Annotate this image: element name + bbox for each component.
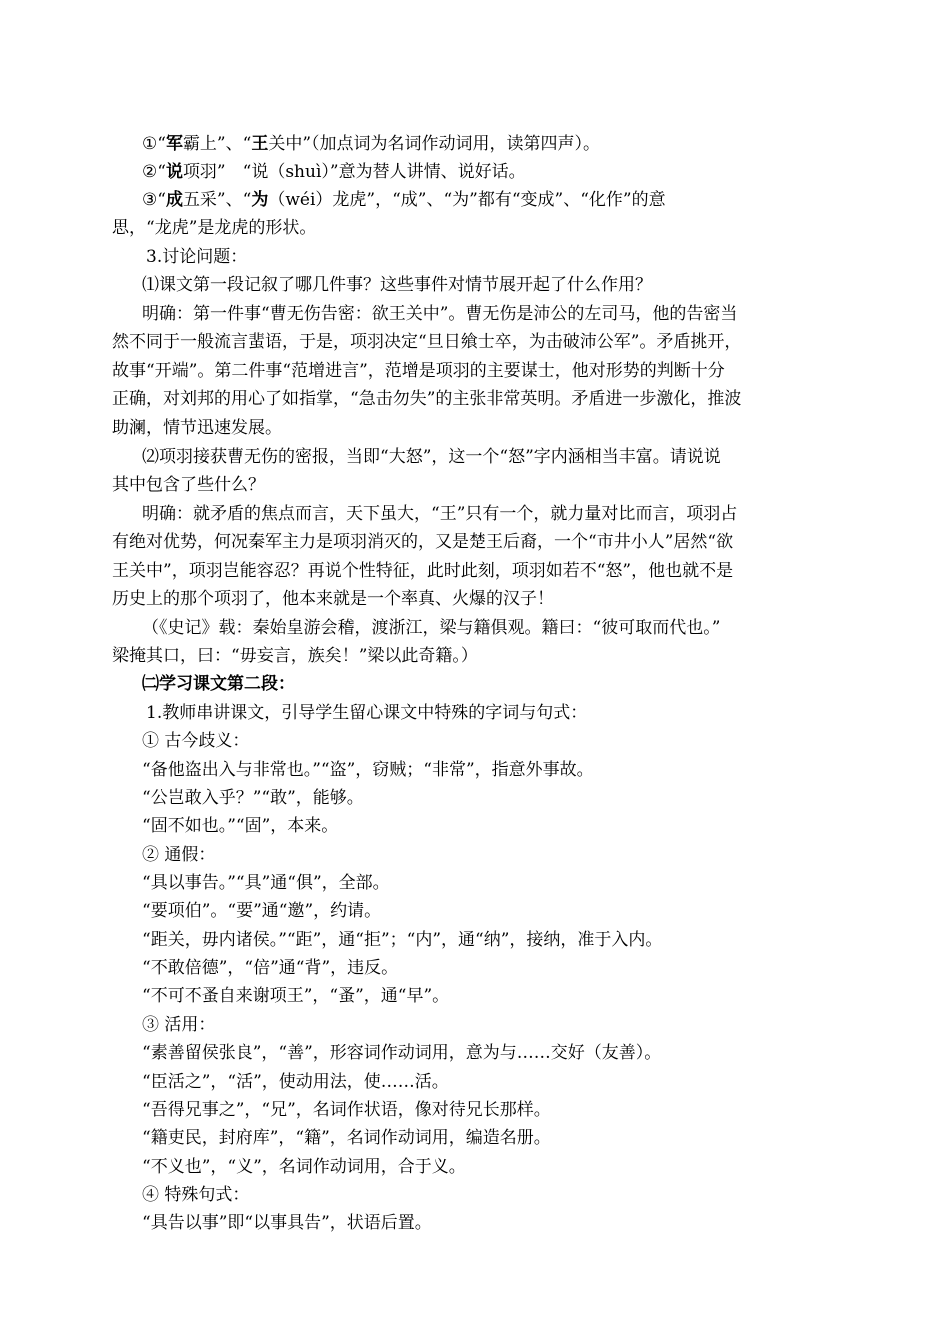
text-line <box>112 642 812 670</box>
text-line <box>142 926 842 954</box>
text-line <box>112 357 812 385</box>
text-segment: “素善留侯张良”，“善”，形容词作动词用，意为与……交好（友善）。 <box>142 1043 662 1063</box>
text-segment: （《史记》载：秦始皇游会稽，渡浙江，梁与籍俱观。籍曰：“彼可取而代也。” <box>142 618 721 638</box>
text-line <box>112 557 812 585</box>
text-segment: “要项伯”。“要”通“邀”，约请。 <box>142 901 382 921</box>
text-line <box>112 385 812 413</box>
text-line <box>112 328 812 356</box>
text-line <box>142 869 842 897</box>
text-segment: “具以事告。”“具”通“俱”，全部。 <box>142 873 390 893</box>
text-line <box>112 214 812 242</box>
text-segment: 明确：第一件事“曹无伤告密：欲王关中”。曹无伤是沛公的左司马，他的告密当 <box>142 304 738 324</box>
text-line <box>142 1011 842 1039</box>
bold-text: 王 <box>251 134 269 154</box>
text-segment: ⑵项羽接获曹无伤的密报，当即“大怒”，这一个“怒”字内涵相当丰富。请说说 <box>142 447 721 467</box>
text-segment: 思，“龙虎”是龙虎的形状。 <box>112 218 317 238</box>
text-line <box>112 414 812 442</box>
text-segment: “距关，毋内诸侯。”“距”，通“拒”；“内”，通“纳”，接纳，准于入内。 <box>142 930 663 950</box>
text-segment: 正确，对刘邦的用心了如指掌，“急击勿失”的主张非常英明。矛盾进一步激化，推波 <box>112 389 742 409</box>
text-segment: “备他盗出入与非常也。”“盗”，窃贼；“非常”，指意外事故。 <box>142 760 594 780</box>
text-segment: “臣活之”，“活”，使动用法，使……活。 <box>142 1072 449 1092</box>
text-line <box>146 699 846 727</box>
text-line <box>142 271 842 299</box>
text-segment: ④ 特殊句式： <box>142 1185 250 1205</box>
text-line <box>142 812 842 840</box>
text-line <box>142 954 842 982</box>
text-segment: 3.讨论问题： <box>146 247 248 267</box>
text-segment: 关中”（加点词为名词作动词用，读第四声）。 <box>268 134 601 154</box>
text-line <box>142 727 842 755</box>
text-line <box>142 1096 842 1124</box>
text-segment: 明确：就矛盾的焦点而言，天下虽大，“王”只有一个，就力量对比而言，项羽占 <box>142 504 738 524</box>
text-segment: ③“ <box>142 190 166 210</box>
text-segment: ①“ <box>142 134 166 154</box>
bold-text: ㈡学习课文第二段： <box>142 674 295 694</box>
text-line <box>142 186 842 214</box>
text-line <box>142 614 842 642</box>
text-segment: ② 通假： <box>142 845 216 865</box>
text-line <box>142 1068 842 1096</box>
text-segment: 历史上的那个项羽了，他本来就是一个率真、火爆的汉子！ <box>112 589 554 609</box>
text-segment: 助澜，情节迅速发展。 <box>112 418 282 438</box>
text-segment: 五采”、“ <box>182 190 252 210</box>
text-line <box>142 1153 842 1181</box>
text-segment: “固不如也。”“固”，本来。 <box>142 816 339 836</box>
text-line <box>142 841 842 869</box>
text-segment: “籍吏民，封府库”，“籍”，名词作动词用，编造名册。 <box>142 1128 551 1148</box>
text-segment: 故事“开端”。第二件事“范增进言”，范增是项羽的主要谋士，他对形势的判断十分 <box>112 361 725 381</box>
text-line <box>142 300 842 328</box>
text-line <box>142 1209 842 1237</box>
text-segment: ②“ <box>142 162 166 182</box>
bold-text: 军 <box>165 134 183 154</box>
text-line <box>142 1181 842 1209</box>
text-line <box>142 982 842 1010</box>
text-segment: “不可不蚤自来谢项王”，“蚤”，通“早”。 <box>142 986 450 1006</box>
text-line <box>112 585 812 613</box>
text-segment: “具告以事”即“以事具告”，状语后置。 <box>142 1213 432 1233</box>
text-line <box>142 756 842 784</box>
text-segment: 霸上”、“ <box>182 134 252 154</box>
text-segment: 项羽” “说（shuì）”意为替人讲情、说好话。 <box>182 162 526 182</box>
text-line <box>112 528 812 556</box>
text-line <box>142 1124 842 1152</box>
text-line <box>142 897 842 925</box>
text-line <box>142 784 842 812</box>
bold-text: 为 <box>251 190 269 210</box>
bold-text: 成 <box>165 190 183 210</box>
text-segment: 王关中”，项羽岂能容忍？再说个性特征，此时此刻，项羽如若不“怒”，他也就不是 <box>112 561 734 581</box>
text-line <box>112 471 812 499</box>
text-line <box>142 500 842 528</box>
text-segment: 其中包含了些什么？ <box>112 475 265 495</box>
text-segment: “公岂敢入乎？”“敢”，能够。 <box>142 788 364 808</box>
text-segment: 然不同于一般流言蜚语，于是，项羽决定“旦日飨士卒，为击破沛公军”。矛盾挑开， <box>112 332 742 352</box>
text-segment: 1.教师串讲课文，引导学生留心课文中特殊的字词与句式： <box>146 703 588 723</box>
text-line <box>142 158 842 186</box>
bold-text: 说 <box>165 162 183 182</box>
text-line <box>142 130 842 158</box>
text-line <box>146 243 846 271</box>
text-line <box>142 443 842 471</box>
text-segment: “不敢倍德”，“倍”通“背”，违反。 <box>142 958 399 978</box>
text-segment: （wéi）龙虎”，“成”、“为”都有“变成”、“化作”的意 <box>268 190 666 210</box>
text-segment: ⑴课文第一段记叙了哪几件事？这些事件对情节展开起了什么作用？ <box>142 275 652 295</box>
text-line <box>142 670 842 698</box>
text-line <box>142 1039 842 1067</box>
text-segment: “不义也”，“义”，名词作动词用，合于义。 <box>142 1157 466 1177</box>
text-segment: 有绝对优势，何况秦军主力是项羽消灭的，又是楚王后裔，一个“市井小人”居然“欲 <box>112 532 734 552</box>
text-segment: ① 古今歧义： <box>142 731 250 751</box>
text-segment: 梁掩其口，曰：“毋妄言，族矣！”梁以此奇籍。） <box>112 646 478 666</box>
text-segment: “吾得兄事之”，“兄”，名词作状语，像对待兄长那样。 <box>142 1100 551 1120</box>
text-segment: ③ 活用： <box>142 1015 216 1035</box>
